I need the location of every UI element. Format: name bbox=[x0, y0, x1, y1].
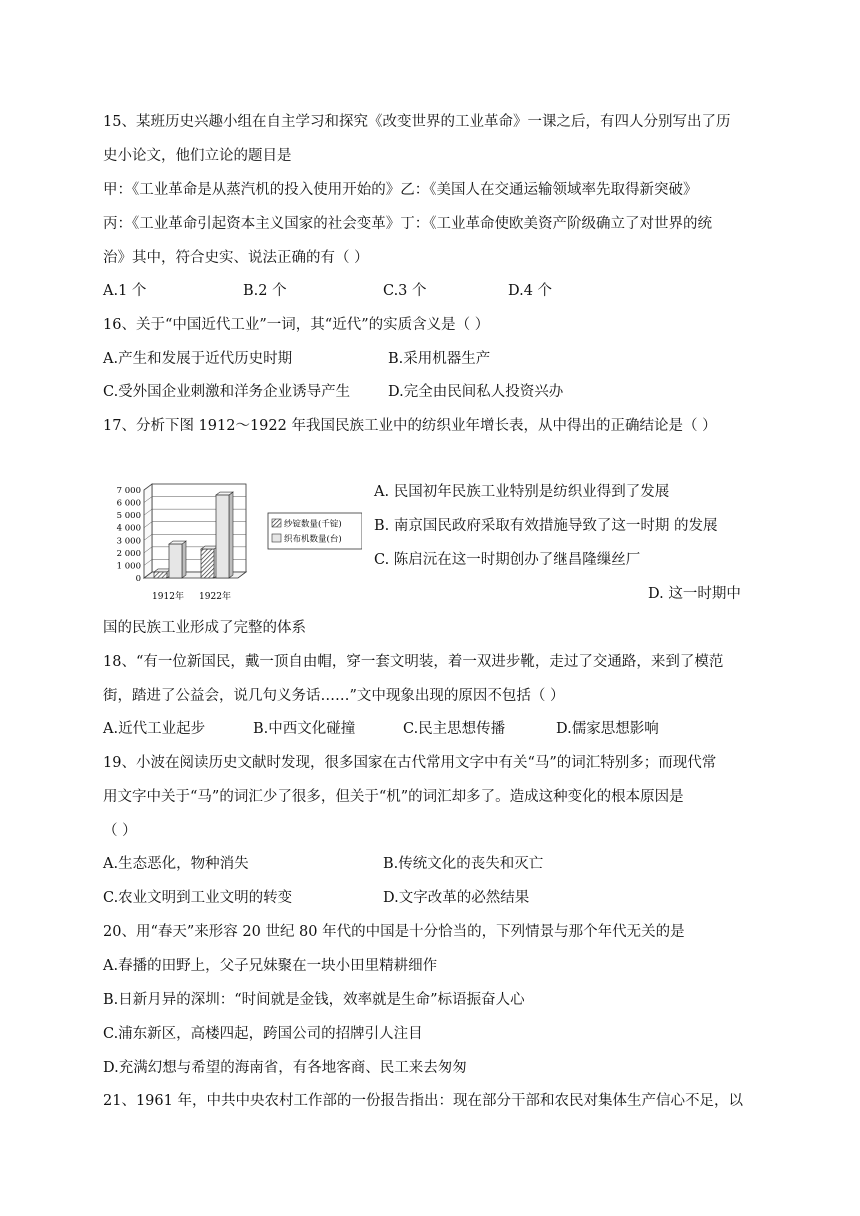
bar-spindles bbox=[154, 572, 167, 578]
q20-option-c: C.浦东新区，高楼四起，跨国公司的招牌引人注目 bbox=[103, 1026, 423, 1042]
q15-option-d: D.4 个 bbox=[508, 283, 553, 299]
q19-option-b: B.传统文化的丧失和灭亡 bbox=[383, 856, 544, 872]
y-tick-label: 6 000 bbox=[116, 498, 141, 509]
q21-line-1: 21、1961 年，中共中央农村工作部的一份报告指出：现在部分干部和农民对集体生产信心不足，以 bbox=[103, 1093, 743, 1109]
chart-side-wall bbox=[144, 484, 152, 578]
q15-line-3: 甲：《工业革命是从蒸汽机的投入使用开始的》乙：《美国人在交通运输领域率先取得新突破》 bbox=[103, 182, 698, 198]
q17-option-b: B. 南京国民政府采取有效措施导致了这一时期 的发展 bbox=[374, 518, 718, 534]
y-tick-label: 2 000 bbox=[116, 548, 141, 559]
legend-swatch-looms bbox=[272, 534, 281, 542]
q16-option-d: D.完全由民间私人投资兴办 bbox=[388, 384, 564, 400]
q15-option-b: B.2 个 bbox=[243, 283, 287, 299]
q15-line-1: 15、某班历史兴趣小组在自主学习和探究《改变世界的工业革命》一课之后，有四人分别写出了历 bbox=[103, 114, 731, 130]
y-tick-label: 3 000 bbox=[116, 536, 141, 547]
chart-legend bbox=[268, 513, 362, 549]
q15-option-c: C.3 个 bbox=[383, 283, 427, 299]
q17-option-d-continuation: 国的民族工业形成了完整的体系 bbox=[103, 620, 306, 636]
q17-stem: 17、分析下图 1912～1922 年我国民族工业中的纺织业年增长表，从中得出的正确结论是（ ） bbox=[103, 418, 717, 434]
legend-label-spindles: 纱锭数量(千锭) bbox=[284, 519, 342, 530]
q18-line-2: 街，踏进了公益会，说几句义务话……”文中现象出现的原因不包括（ ） bbox=[103, 688, 565, 704]
legend-swatch-spindles bbox=[272, 519, 281, 527]
bar-looms bbox=[216, 495, 229, 578]
y-tick-label: 4 000 bbox=[116, 523, 141, 534]
q18-line-1: 18、“有一位新国民，戴一顶自由帽，穿一套文明装，着一双进步靴，走过了交通路，来到了模范 bbox=[103, 654, 724, 670]
q19-line-1: 19、小波在阅读历史文献时发现，很多国家在古代常用文字中有关“马”的词汇特别多；而现代常 bbox=[103, 755, 717, 771]
bar-looms bbox=[169, 544, 182, 578]
q16-option-b: B.采用机器生产 bbox=[388, 351, 491, 367]
q19-line-2: 用文字中关于“马”的词汇少了很多，但关于“机”的词汇却多了。造成这种变化的根本原因是 bbox=[103, 789, 684, 805]
q19-line-3: （ ） bbox=[103, 823, 137, 839]
y-tick-label: 1 000 bbox=[116, 561, 141, 572]
q15-line-5: 治》其中，符合史实、说法正确的有（ ） bbox=[103, 250, 369, 266]
q19-option-c: C.农业文明到工业文明的转变 bbox=[103, 890, 293, 906]
q20-stem: 20、用“春天”来形容 20 世纪 80 年代的中国是十分恰当的，下列情景与那个年代无关的是 bbox=[103, 924, 685, 940]
y-tick-label: 7 000 bbox=[116, 486, 141, 496]
q20-option-b: B.日新月异的深圳：“时间就是金钱，效率就是生命”标语振奋人心 bbox=[103, 992, 525, 1008]
q16-option-a: A.产生和发展于近代历史时期 bbox=[103, 351, 293, 367]
q16-option-c: C.受外国企业刺激和洋务企业诱导产生 bbox=[103, 384, 351, 400]
q15-line-2: 史小论文，他们立论的题目是 bbox=[103, 148, 292, 164]
q18-option-d: D.儒家思想影响 bbox=[556, 721, 659, 737]
q15-line-4: 丙：《工业革命引起资本主义国家的社会变革》丁：《工业革命使欧美资产阶级确立了对世界的统 bbox=[103, 216, 712, 232]
textile-growth-chart bbox=[100, 478, 362, 606]
q20-option-a: A.春播的田野上，父子兄妹聚在一块小田里精耕细作 bbox=[103, 958, 438, 974]
q17-option-c: C. 陈启沅在这一时期创办了继昌隆缫丝厂 bbox=[374, 552, 641, 568]
q17-option-d: D. 这一时期中 bbox=[648, 586, 741, 602]
x-category-label: 1922年 bbox=[199, 592, 231, 602]
q20-option-d: D.充满幻想与希望的海南省，有各地客商、民工来去匆匆 bbox=[103, 1060, 467, 1076]
q19-option-a: A.生态恶化，物种消失 bbox=[103, 856, 249, 872]
y-tick-label: 5 000 bbox=[116, 511, 141, 522]
y-tick-label: 0 bbox=[135, 574, 141, 584]
q18-option-a: A.近代工业起步 bbox=[103, 721, 206, 737]
x-axis-categories bbox=[152, 590, 231, 602]
q18-option-b: B.中西文化碰撞 bbox=[253, 721, 356, 737]
x-category-label: 1912年 bbox=[152, 592, 184, 602]
q17-option-a: A. 民国初年民族工业特别是纺织业得到了发展 bbox=[374, 484, 670, 500]
q19-option-d: D.文字改革的必然结果 bbox=[383, 890, 530, 906]
q15-option-a: A.1 个 bbox=[103, 283, 147, 299]
q18-option-c: C.民主思想传播 bbox=[403, 721, 506, 737]
bar-spindles bbox=[201, 549, 214, 578]
bar-side bbox=[229, 492, 233, 578]
legend-label-looms: 织布机数量(台) bbox=[284, 534, 342, 545]
q16-stem: 16、关于“中国近代工业”一词，其“近代”的实质含义是（ ） bbox=[103, 317, 490, 333]
y-axis-ticks bbox=[117, 486, 141, 584]
bar-side bbox=[182, 541, 186, 578]
